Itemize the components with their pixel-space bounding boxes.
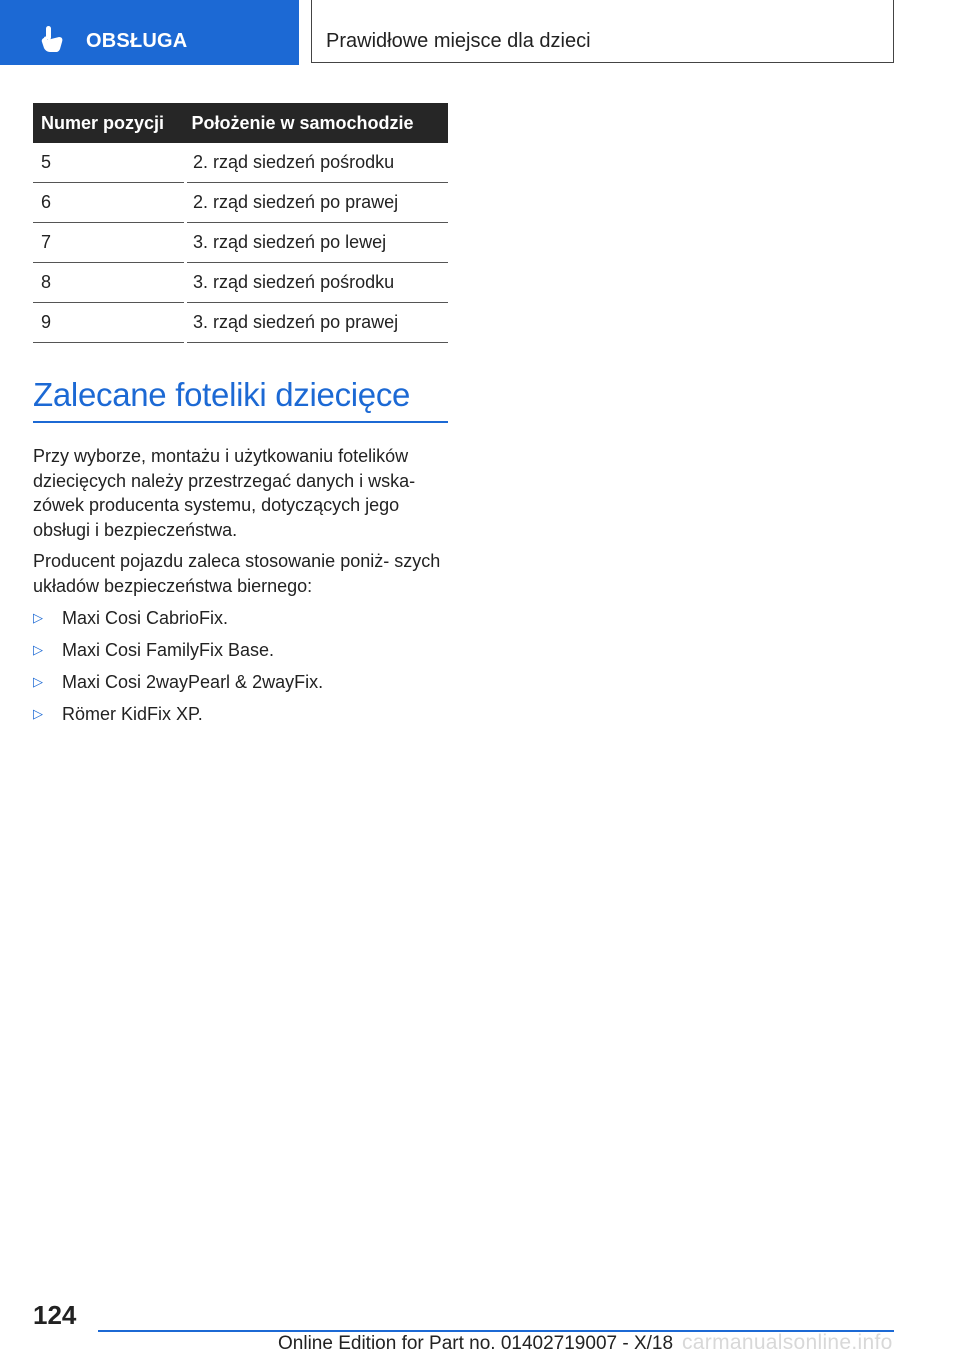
triangle-right-icon: ▷ [33, 610, 43, 625]
triangle-right-icon: ▷ [33, 674, 43, 689]
list-item [33, 702, 323, 734]
recommendation-paragraph: Producent pojazdu zaleca stosowanie poniż‐ szych układów bezpieczeństwa biernego: [33, 551, 441, 596]
position-number: 5 [33, 143, 186, 183]
page-title: Prawidłowe miejsce dla dzieci [326, 30, 591, 52]
triangle-right-icon: ▷ [33, 642, 43, 657]
list-item [33, 606, 323, 638]
table-row [33, 223, 448, 263]
edition-text: Online Edition for Part no. 01402719007 - X/18 [278, 1333, 674, 1354]
position-location: 2. rząd siedzeń pośrodku [186, 143, 449, 183]
table-header-row [33, 103, 448, 143]
position-number: 7 [33, 223, 186, 263]
section-tab [0, 0, 299, 65]
hand-pointer-icon [40, 26, 66, 52]
recommended-seats-list [33, 606, 323, 734]
list-item-text: Maxi Cosi 2wayPearl & 2wayFix. [62, 672, 324, 692]
list-item [33, 670, 323, 702]
watermark: carmanualsonline.info [682, 1331, 893, 1354]
section-title: Zalecane foteliki dziecięce [33, 376, 411, 413]
list-item-text: Römer KidFix XP. [62, 704, 203, 724]
table-row [33, 303, 448, 343]
position-location: 2. rząd siedzeń po prawej [186, 183, 449, 223]
list-item-text: Maxi Cosi CabrioFix. [62, 608, 229, 628]
triangle-right-icon: ▷ [33, 706, 43, 721]
position-location: 3. rząd siedzeń po prawej [186, 303, 449, 343]
list-item [33, 638, 323, 670]
table-row [33, 183, 448, 223]
page-number: 124 [33, 1300, 77, 1330]
list-item-text: Maxi Cosi FamilyFix Base. [62, 640, 275, 660]
position-location: 3. rząd siedzeń po lewej [186, 223, 449, 263]
table-row [33, 263, 448, 303]
position-number: 6 [33, 183, 186, 223]
column-header: Numer pozycji [33, 103, 186, 143]
section-divider [33, 421, 448, 423]
table-row [33, 143, 448, 183]
section-label: OBSŁUGA [86, 30, 188, 52]
position-table [33, 103, 448, 343]
position-location: 3. rząd siedzeń pośrodku [186, 263, 449, 303]
column-header: Położenie w samochodzie [186, 103, 449, 143]
position-number: 8 [33, 263, 186, 303]
position-number: 9 [33, 303, 186, 343]
intro-paragraph: Przy wyborze, montażu i użytkowaniu fotelików dziecięcych należy przestrzegać danych i wska‐ zówek producenta systemu, dotyczących jego obsługi i bezpieczeństwa. [33, 446, 416, 540]
